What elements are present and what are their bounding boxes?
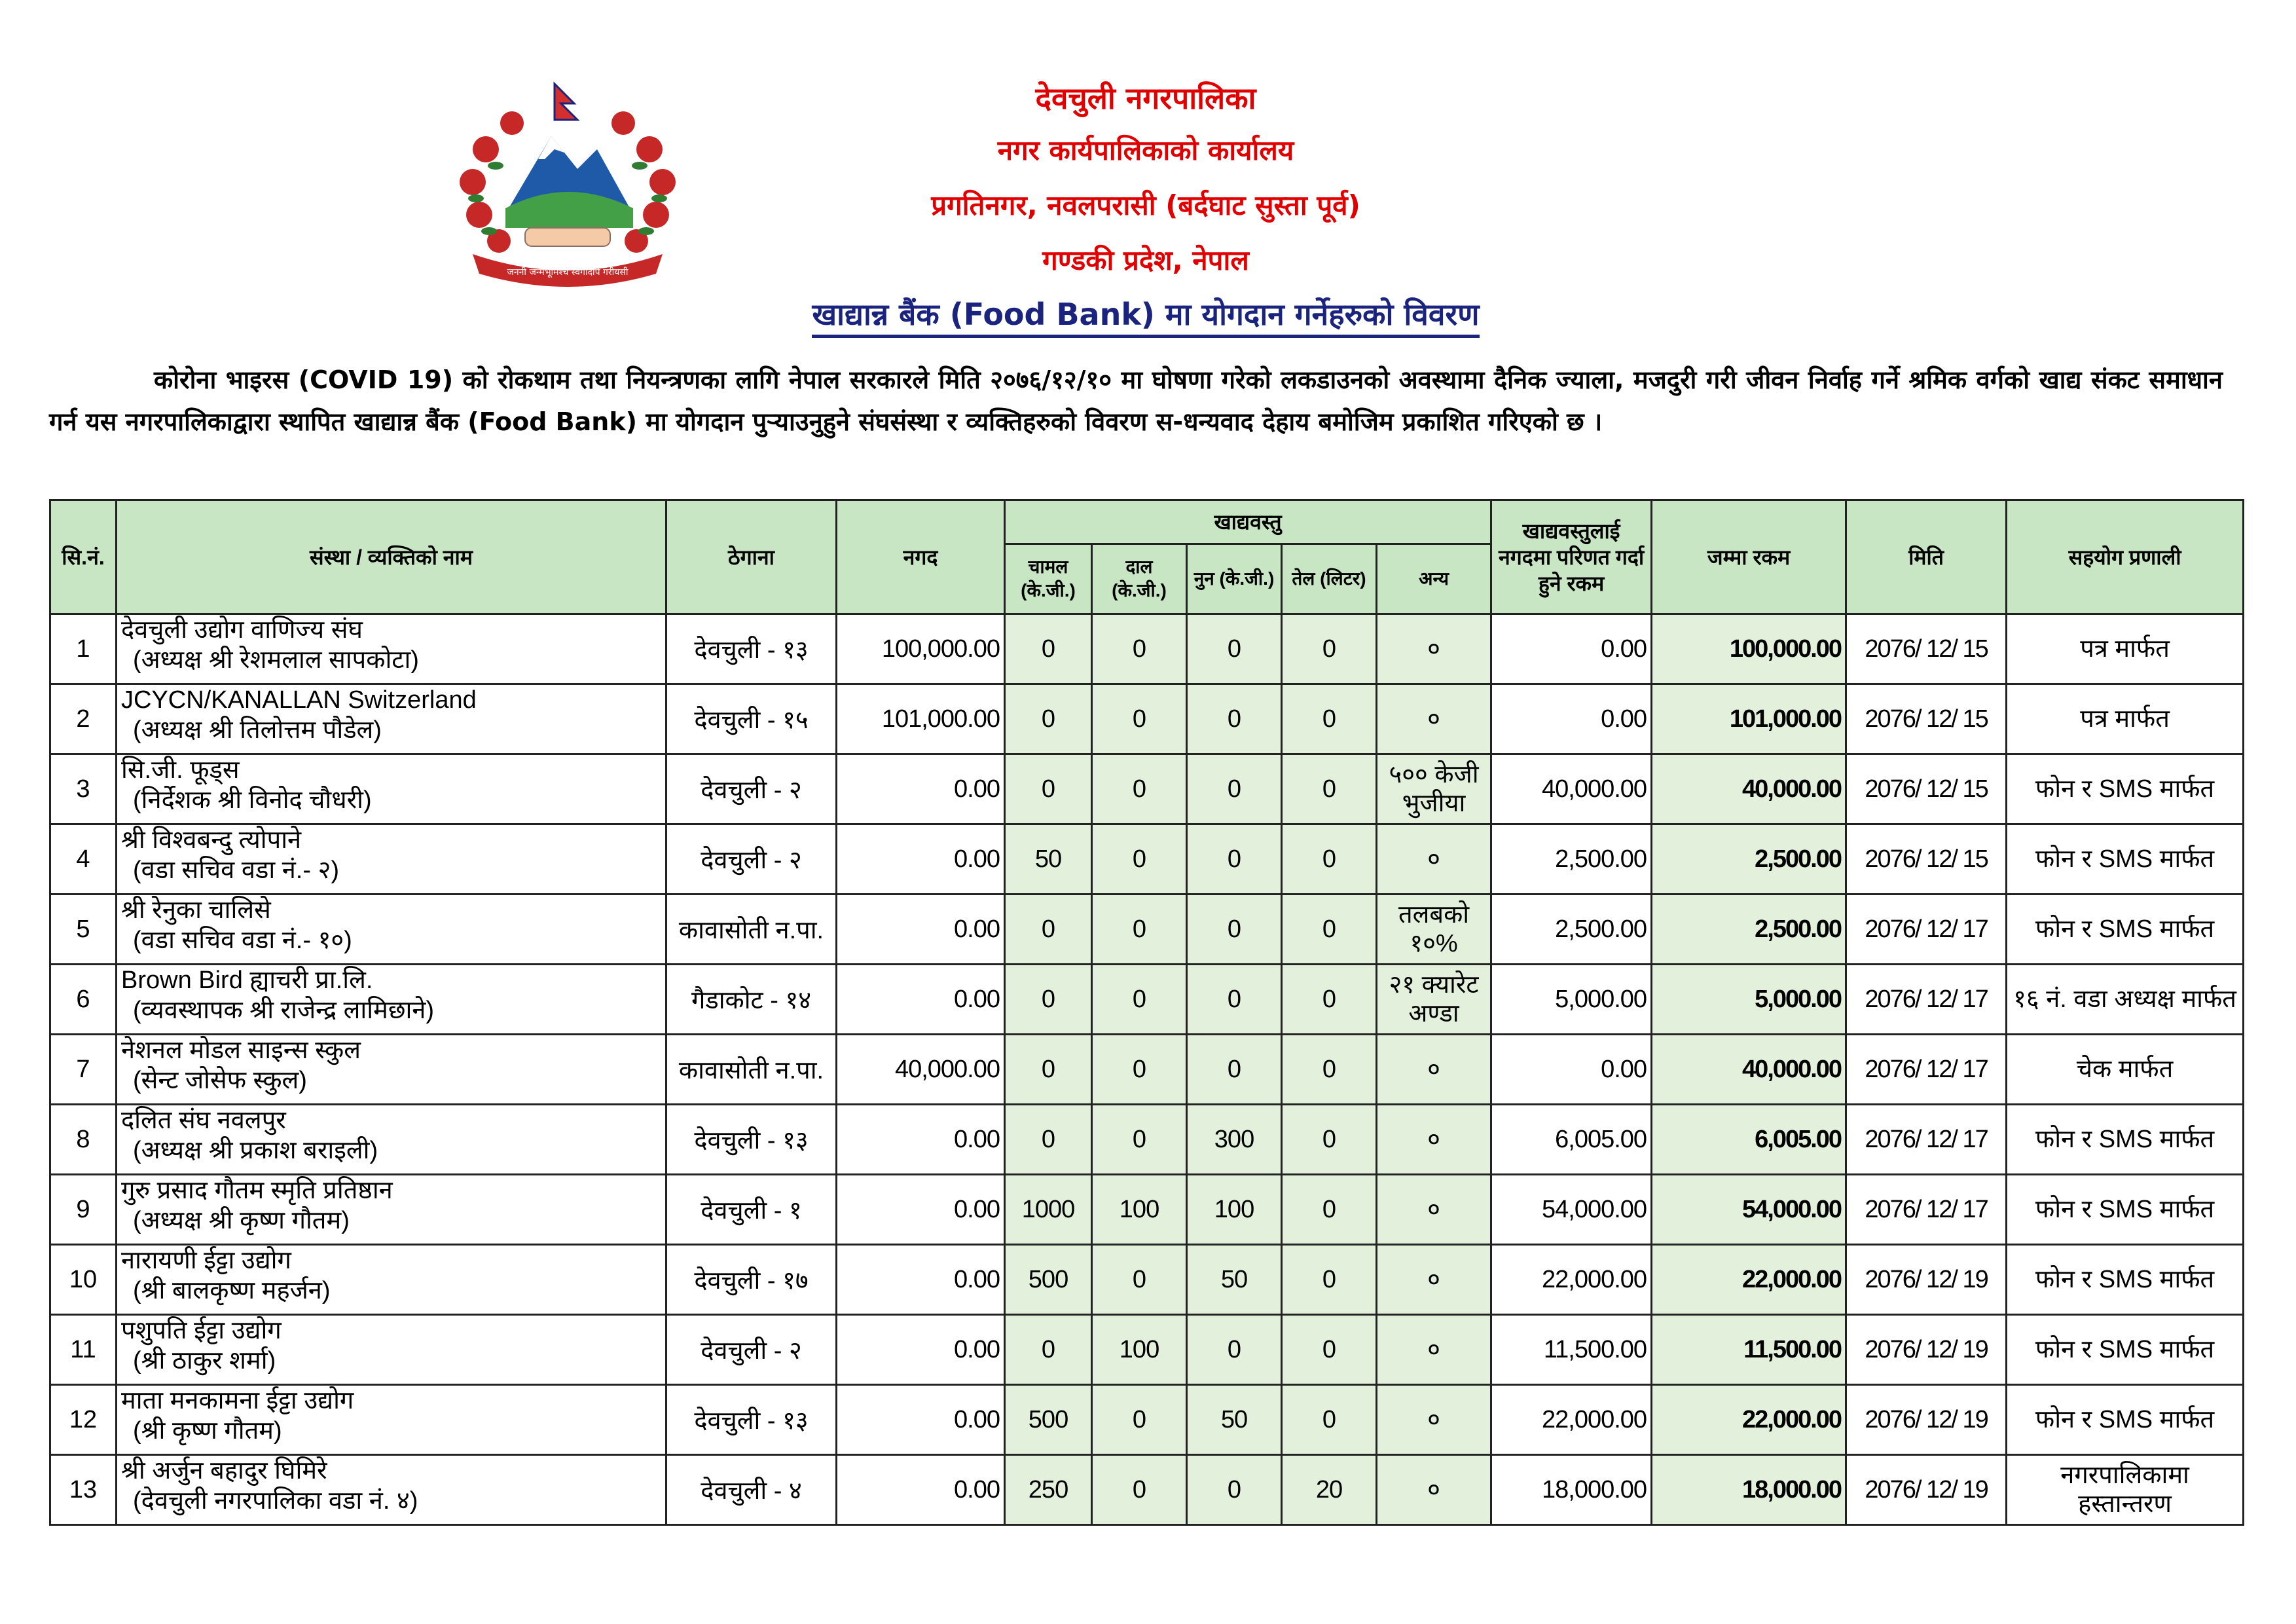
contributor-name: गुरु प्रसाद गौतम स्मृति प्रतिष्ठान (121, 1177, 393, 1204)
cell-oil: 0 (1282, 754, 1377, 824)
nepal-emblem-icon (446, 77, 689, 293)
cell-sn: 5 (50, 895, 117, 965)
contributor-name: JCYCN/KANALLAN Switzerland (121, 686, 477, 714)
contributor-name: श्री अर्जुन बहादुर घिमिरे (121, 1457, 327, 1485)
document-title (655, 293, 1637, 334)
cell-oil: 0 (1282, 965, 1377, 1035)
cell-total: 40,000.00 (1652, 754, 1846, 824)
table-row (50, 1035, 2244, 1105)
cell-date: 2076/ 12/ 19 (1846, 1245, 2007, 1315)
cell-name (117, 1385, 666, 1455)
cell-salt: 0 (1187, 1455, 1282, 1525)
cell-name (117, 1175, 666, 1245)
cell-date: 2076/ 12/ 19 (1846, 1315, 2007, 1385)
cell-address: देवचुली - १३ (666, 1385, 837, 1455)
col-cash: नगद (837, 500, 1005, 614)
cell-salt: 0 (1187, 965, 1282, 1035)
cell-cash: 0.00 (837, 1175, 1005, 1245)
cell-mode: १६ नं. वडा अध्यक्ष मार्फत (2007, 965, 2244, 1035)
cell-sn: 13 (50, 1455, 117, 1525)
cell-date: 2076/ 12/ 19 (1846, 1385, 2007, 1455)
cell-salt: 0 (1187, 614, 1282, 684)
cell-cash: 0.00 (837, 1245, 1005, 1315)
cell-sn: 7 (50, 1035, 117, 1105)
cell-converted: 40,000.00 (1491, 754, 1652, 824)
contributor-name: देवचुली उद्योग वाणिज्य संघ (121, 616, 363, 644)
cell-cash: 0.00 (837, 895, 1005, 965)
cell-converted: 22,000.00 (1491, 1245, 1652, 1315)
table-row (50, 614, 2244, 684)
cell-dal: 0 (1092, 895, 1187, 965)
cell-other: ० (1377, 1455, 1491, 1525)
cell-mode: पत्र मार्फत (2007, 614, 2244, 684)
contributor-name: Brown Bird ह्याचरी प्रा.लि. (121, 967, 373, 994)
cell-salt: 100 (1187, 1175, 1282, 1245)
cell-other: तलबको १०% (1377, 895, 1491, 965)
cell-oil: 0 (1282, 1035, 1377, 1105)
contributor-role: (निर्देशक श्री विनोद चौधरी) (133, 786, 372, 814)
cell-converted: 18,000.00 (1491, 1455, 1652, 1525)
col-sn: सि.नं. (50, 500, 117, 614)
cell-address: देवचुली - १७ (666, 1245, 837, 1315)
cell-dal: 100 (1092, 1315, 1187, 1385)
contributor-role: (श्री कृष्ण गौतम) (133, 1417, 282, 1445)
cell-total: 54,000.00 (1652, 1175, 1846, 1245)
cell-dal: 0 (1092, 614, 1187, 684)
cell-other: ५०० केजी भुजीया (1377, 754, 1491, 824)
cell-address: गैडाकोट - १४ (666, 965, 837, 1035)
cell-name (117, 1315, 666, 1385)
col-mode: सहयोग प्रणाली (2007, 500, 2244, 614)
cell-name (117, 614, 666, 684)
cell-dal: 0 (1092, 824, 1187, 895)
cell-sn: 12 (50, 1385, 117, 1455)
cell-rice: 0 (1005, 1105, 1092, 1175)
cell-total: 11,500.00 (1652, 1315, 1846, 1385)
table-row (50, 684, 2244, 754)
cell-oil: 0 (1282, 614, 1377, 684)
office-address: प्रगतिनगर, नवलपरासी (बर्दघाट सुस्ता पूर्व) (931, 189, 1360, 221)
cell-address: देवचुली - ४ (666, 1455, 837, 1525)
cell-date: 2076/ 12/ 15 (1846, 684, 2007, 754)
col-name: संस्था / व्यक्तिको नाम (117, 500, 666, 614)
contributor-role: (वडा सचिव वडा नं.- १०) (133, 927, 352, 954)
cell-other: ० (1377, 1035, 1491, 1105)
emblem-motto: जननी जन्मभूमिश्च स्वर्गादपि गरीयसी (507, 267, 629, 278)
cell-other: ० (1377, 1175, 1491, 1245)
cell-mode: फोन र SMS मार्फत (2007, 1175, 2244, 1245)
table-row (50, 1175, 2244, 1245)
province-country: गण्डकी प्रदेश, नेपाल (1042, 244, 1249, 276)
cell-date: 2076/ 12/ 17 (1846, 1105, 2007, 1175)
cell-date: 2076/ 12/ 15 (1846, 824, 2007, 895)
col-other: अन्य (1377, 544, 1491, 614)
cell-sn: 11 (50, 1315, 117, 1385)
cell-total: 18,000.00 (1652, 1455, 1846, 1525)
contributor-name: नेशनल मोडल साइन्स स्कुल (121, 1037, 361, 1064)
table-body (50, 614, 2244, 1525)
cell-rice: 0 (1005, 754, 1092, 824)
contributor-name: सि.जी. फूड्स (121, 756, 240, 784)
cell-mode: फोन र SMS मार्फत (2007, 754, 2244, 824)
cell-name (117, 824, 666, 895)
cell-sn: 8 (50, 1105, 117, 1175)
cell-salt: 50 (1187, 1385, 1282, 1455)
cell-other: ० (1377, 1105, 1491, 1175)
cell-oil: 0 (1282, 824, 1377, 895)
cell-rice: 50 (1005, 824, 1092, 895)
cell-other: ० (1377, 614, 1491, 684)
cell-mode: फोन र SMS मार्फत (2007, 1105, 2244, 1175)
cell-rice: 250 (1005, 1455, 1092, 1525)
contributor-name: माता मनकामना ईट्टा उद्योग (121, 1387, 354, 1414)
cell-rice: 0 (1005, 614, 1092, 684)
cell-total: 6,005.00 (1652, 1105, 1846, 1175)
cell-total: 2,500.00 (1652, 895, 1846, 965)
cell-mode: फोन र SMS मार्फत (2007, 1315, 2244, 1385)
col-food-items: खाद्यवस्तु (1005, 500, 1491, 544)
col-rice: चामल (के.जी.) (1005, 544, 1092, 614)
col-salt: नुन (के.जी.) (1187, 544, 1282, 614)
document-title-text: खाद्यान्न बैंक (Food Bank) मा योगदान गर्नेहरुको विवरण (812, 297, 1479, 338)
cell-converted: 5,000.00 (1491, 965, 1652, 1035)
cell-name (117, 684, 666, 754)
cell-converted: 11,500.00 (1491, 1315, 1652, 1385)
cell-cash: 0.00 (837, 1455, 1005, 1525)
cell-oil: 0 (1282, 1175, 1377, 1245)
cell-cash: 100,000.00 (837, 614, 1005, 684)
cell-converted: 0.00 (1491, 1035, 1652, 1105)
table-row (50, 965, 2244, 1035)
contributor-role: (अध्यक्ष श्री कृष्ण गौतम) (133, 1207, 350, 1234)
cell-address: देवचुली - १ (666, 1175, 837, 1245)
cell-other: ० (1377, 1315, 1491, 1385)
cell-oil: 0 (1282, 1245, 1377, 1315)
cell-salt: 300 (1187, 1105, 1282, 1175)
cell-rice: 500 (1005, 1245, 1092, 1315)
cell-mode: फोन र SMS मार्फत (2007, 1385, 2244, 1455)
table-row (50, 1245, 2244, 1315)
cell-address: देवचुली - १३ (666, 1105, 837, 1175)
cell-salt: 50 (1187, 1245, 1282, 1315)
cell-mode: चेक मार्फत (2007, 1035, 2244, 1105)
cell-mode: फोन र SMS मार्फत (2007, 824, 2244, 895)
table-row (50, 1455, 2244, 1525)
cell-rice: 0 (1005, 895, 1092, 965)
cell-oil: 20 (1282, 1455, 1377, 1525)
cell-name (117, 754, 666, 824)
cell-mode: नगरपालिकामा हस्तान्तरण (2007, 1455, 2244, 1525)
cell-date: 2076/ 12/ 19 (1846, 1455, 2007, 1525)
table-row (50, 1315, 2244, 1385)
cell-sn: 6 (50, 965, 117, 1035)
cell-total: 22,000.00 (1652, 1385, 1846, 1455)
cell-name (117, 1105, 666, 1175)
cell-sn: 4 (50, 824, 117, 895)
cell-address: देवचुली - २ (666, 824, 837, 895)
cell-date: 2076/ 12/ 17 (1846, 1035, 2007, 1105)
col-converted: खाद्यवस्तुलाई नगदमा परिणत गर्दा हुने रकम (1491, 500, 1652, 614)
contributor-role: (श्री बालकृष्ण महर्जन) (133, 1277, 331, 1304)
cell-address: देवचुली - २ (666, 754, 837, 824)
table-row (50, 754, 2244, 824)
contributor-role: (सेन्ट जोसेफ स्कुल) (133, 1067, 307, 1094)
cell-sn: 1 (50, 614, 117, 684)
cell-dal: 0 (1092, 1385, 1187, 1455)
cell-salt: 0 (1187, 754, 1282, 824)
col-total: जम्मा रकम (1652, 500, 1846, 614)
cell-date: 2076/ 12/ 15 (1846, 754, 2007, 824)
cell-converted: 22,000.00 (1491, 1385, 1652, 1455)
contributor-role: (श्री ठाकुर शर्मा) (133, 1347, 276, 1375)
contributor-name: पशुपति ईट्टा उद्योग (121, 1317, 282, 1344)
cell-sn: 9 (50, 1175, 117, 1245)
cell-oil: 0 (1282, 1315, 1377, 1385)
cell-mode: पत्र मार्फत (2007, 684, 2244, 754)
cell-dal: 0 (1092, 684, 1187, 754)
table-header-row (50, 500, 2244, 544)
cell-salt: 0 (1187, 824, 1282, 895)
cell-cash: 40,000.00 (837, 1035, 1005, 1105)
cell-name (117, 965, 666, 1035)
cell-sn: 2 (50, 684, 117, 754)
contributors-table (49, 499, 2244, 1526)
office-name: नगर कार्यपालिकाको कार्यालय (997, 134, 1294, 166)
cell-rice: 0 (1005, 1035, 1092, 1105)
cell-oil: 0 (1282, 684, 1377, 754)
cell-rice: 0 (1005, 684, 1092, 754)
contributor-role: (वडा सचिव वडा नं.- २) (133, 857, 339, 884)
cell-sn: 3 (50, 754, 117, 824)
cell-converted: 6,005.00 (1491, 1105, 1652, 1175)
cell-total: 40,000.00 (1652, 1035, 1846, 1105)
cell-cash: 0.00 (837, 1105, 1005, 1175)
cell-other: ० (1377, 1245, 1491, 1315)
cell-cash: 0.00 (837, 965, 1005, 1035)
cell-salt: 0 (1187, 895, 1282, 965)
cell-date: 2076/ 12/ 17 (1846, 965, 2007, 1035)
cell-dal: 0 (1092, 965, 1187, 1035)
cell-address: कावासोती न.पा. (666, 895, 837, 965)
cell-cash: 0.00 (837, 1315, 1005, 1385)
contributor-name: श्री रेनुका चालिसे (121, 896, 271, 924)
table-row (50, 1385, 2244, 1455)
cell-oil: 0 (1282, 895, 1377, 965)
contributor-role: (अध्यक्ष श्री प्रकाश बराइली) (133, 1137, 378, 1164)
table-row (50, 1105, 2244, 1175)
cell-total: 2,500.00 (1652, 824, 1846, 895)
cell-total: 5,000.00 (1652, 965, 1846, 1035)
cell-other: २१ क्यारेट अण्डा (1377, 965, 1491, 1035)
cell-name (117, 1455, 666, 1525)
table-row (50, 895, 2244, 965)
cell-other: ० (1377, 1385, 1491, 1455)
cell-address: कावासोती न.पा. (666, 1035, 837, 1105)
cell-cash: 0.00 (837, 754, 1005, 824)
cell-cash: 0.00 (837, 1385, 1005, 1455)
cell-rice: 1000 (1005, 1175, 1092, 1245)
cell-converted: 0.00 (1491, 614, 1652, 684)
contributor-role: (देवचुली नगरपालिका वडा नं. ४) (133, 1487, 418, 1515)
cell-rice: 0 (1005, 965, 1092, 1035)
municipality-name: देवचुली नगरपालिका (1035, 81, 1256, 116)
cell-oil: 0 (1282, 1105, 1377, 1175)
cell-name (117, 1035, 666, 1105)
contributor-role: (व्यवस्थापक श्री राजेन्द्र लामिछाने) (133, 997, 435, 1024)
cell-total: 22,000.00 (1652, 1245, 1846, 1315)
cell-salt: 0 (1187, 1315, 1282, 1385)
cell-date: 2076/ 12/ 17 (1846, 1175, 2007, 1245)
contributor-role: (अध्यक्ष श्री रेशमलाल सापकोटा) (133, 646, 419, 674)
cell-converted: 0.00 (1491, 684, 1652, 754)
contributor-name: दलित संघ नवलपुर (121, 1107, 286, 1134)
contributor-name: नारायणी ईट्टा उद्योग (121, 1247, 291, 1274)
table-row (50, 824, 2244, 895)
col-address: ठेगाना (666, 500, 837, 614)
cell-address: देवचुली - १५ (666, 684, 837, 754)
cell-oil: 0 (1282, 1385, 1377, 1455)
cell-dal: 100 (1092, 1175, 1187, 1245)
cell-other: ० (1377, 824, 1491, 895)
cell-dal: 0 (1092, 1105, 1187, 1175)
cell-sn: 10 (50, 1245, 117, 1315)
cell-mode: फोन र SMS मार्फत (2007, 895, 2244, 965)
cell-total: 101,000.00 (1652, 684, 1846, 754)
cell-name (117, 1245, 666, 1315)
cell-salt: 0 (1187, 684, 1282, 754)
contributor-role: (अध्यक्ष श्री तिलोत्तम पौडेल) (133, 716, 382, 744)
cell-name (117, 895, 666, 965)
cell-salt: 0 (1187, 1035, 1282, 1105)
cell-total: 100,000.00 (1652, 614, 1846, 684)
cell-date: 2076/ 12/ 17 (1846, 895, 2007, 965)
cell-dal: 0 (1092, 1245, 1187, 1315)
cell-converted: 54,000.00 (1491, 1175, 1652, 1245)
cell-mode: फोन र SMS मार्फत (2007, 1245, 2244, 1315)
cell-address: देवचुली - १३ (666, 614, 837, 684)
cell-dal: 0 (1092, 1455, 1187, 1525)
col-dal: दाल (के.जी.) (1092, 544, 1187, 614)
intro-paragraph: कोरोना भाइरस (COVID 19) को रोकथाम तथा नियन्त्रणका लागि नेपाल सरकारले मिति २०७६/१२/१० मा घोषणा गरेको लकडाउनको अवस्थामा दैनिक ज्याला, मजदुरी गरी जीवन निर्वाह गर्ने श्रमिक वर्गको खाद्य संकट समाधान गर्न यस नगरपालिकाद्वारा स्थापित खाद्यान्न बैंक (Food Bank) मा योगदान पुऱ्याउनुहुने संघसंस्था र व्यक्तिहरुको विवरण स-धन्यवाद देहाय बमोजिम प्रकाशित गरिएको छ । (49, 365, 2223, 436)
contributor-name: श्री विश्वबन्दु त्योपाने (121, 826, 302, 854)
cell-cash: 101,000.00 (837, 684, 1005, 754)
cell-dal: 0 (1092, 1035, 1187, 1105)
cell-rice: 0 (1005, 1315, 1092, 1385)
cell-converted: 2,500.00 (1491, 895, 1652, 965)
cell-address: देवचुली - २ (666, 1315, 837, 1385)
cell-date: 2076/ 12/ 15 (1846, 614, 2007, 684)
cell-converted: 2,500.00 (1491, 824, 1652, 895)
cell-dal: 0 (1092, 754, 1187, 824)
cell-cash: 0.00 (837, 824, 1005, 895)
col-oil: तेल (लिटर) (1282, 544, 1377, 614)
cell-rice: 500 (1005, 1385, 1092, 1455)
col-date: मिति (1846, 500, 2007, 614)
cell-other: ० (1377, 684, 1491, 754)
